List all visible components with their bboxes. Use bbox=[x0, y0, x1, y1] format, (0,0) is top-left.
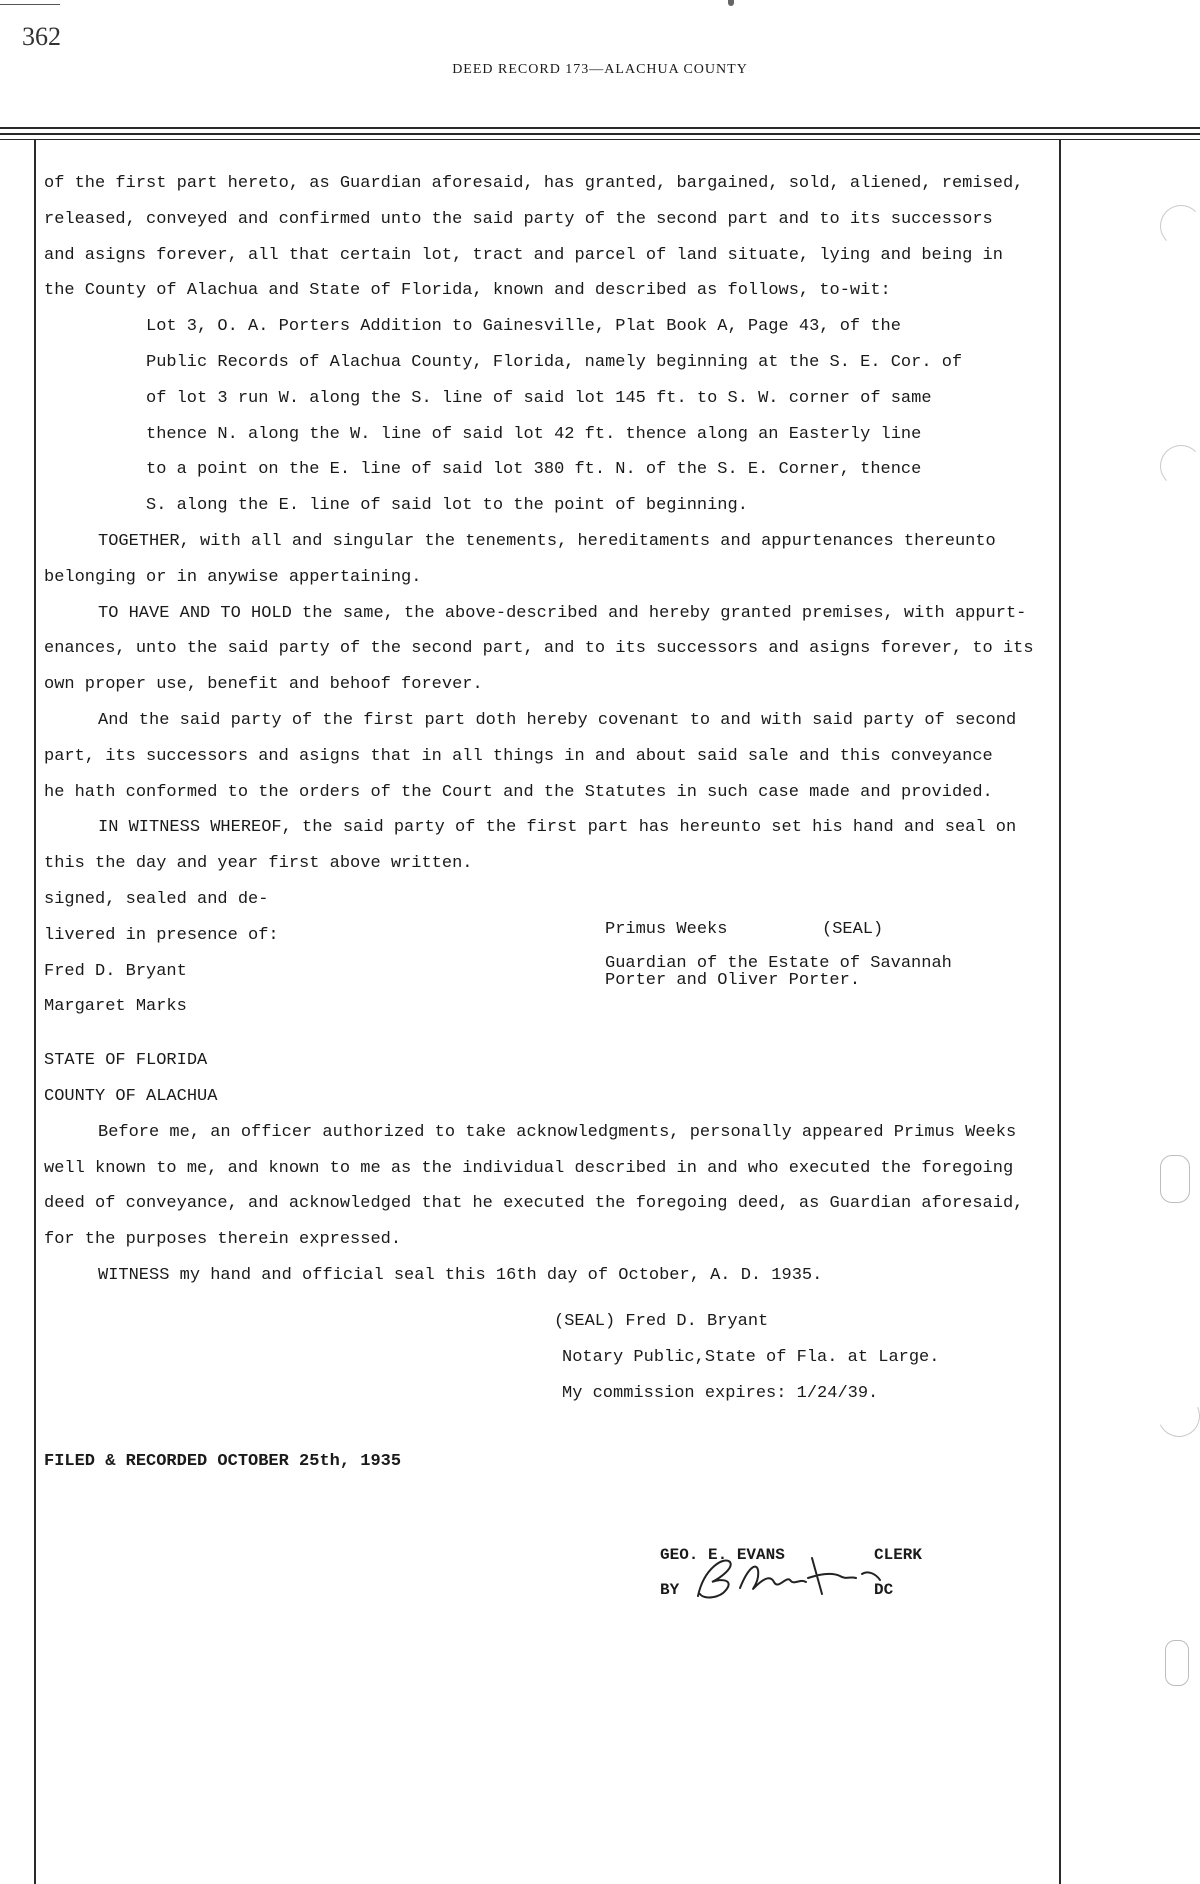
deputy-signature-mark bbox=[690, 1548, 900, 1608]
margin-arc-mark bbox=[1152, 1389, 1200, 1443]
page-number: 362 bbox=[22, 22, 61, 51]
deed-body-text bbox=[44, 166, 1069, 1294]
text-line: for the purposes therein expressed. bbox=[44, 1230, 402, 1250]
text-line: of the first part hereto, as Guardian aforesaid, has granted, bargained, sold, aliened, remised, bbox=[44, 174, 1024, 193]
text-line: TO HAVE AND TO HOLD the same, the above-described and hereby granted premises, with appurt- bbox=[98, 603, 1027, 623]
page-header-title: DEED RECORD 173—ALACHUA COUNTY bbox=[452, 62, 748, 77]
punch-hole-mark bbox=[1160, 1155, 1190, 1203]
grantor-signature-block bbox=[605, 912, 884, 948]
text-line: signed, sealed and de- bbox=[44, 889, 269, 909]
text-line: this the day and year first above written. bbox=[44, 854, 473, 874]
text-line: Public Records of Alachua County, Florida, namely beginning at the S. E. Cor. of bbox=[146, 352, 963, 372]
clerk-title: CLERK bbox=[874, 1546, 923, 1564]
filed-recorded-line: FILED & RECORDED OCTOBER 25th, 1935 bbox=[44, 1452, 402, 1471]
text-line: WITNESS my hand and official seal this 16th day of October, A. D. 1935. bbox=[98, 1265, 823, 1285]
text-line: part, its successors and asigns that in all things in and about said sale and this conveyance bbox=[44, 746, 993, 766]
text-line: IN WITNESS WHEREOF, the said party of the first part has hereunto set his hand and seal on bbox=[98, 818, 1017, 838]
text-line: released, conveyed and confirmed unto the said party of the second part and to its successors bbox=[44, 209, 993, 229]
text-line: of lot 3 run W. along the S. line of said lot 145 ft. to S. W. corner of same bbox=[146, 388, 932, 408]
left-margin-border bbox=[34, 140, 36, 1884]
punch-hole-mark bbox=[1165, 1640, 1189, 1686]
grantor-name: Primus Weeks (SEAL) bbox=[605, 912, 727, 948]
text-line: Fred D. Bryant bbox=[44, 961, 187, 981]
text-line: Margaret Marks bbox=[44, 997, 187, 1017]
notary-commission: My commission expires: 1/24/39. bbox=[562, 1383, 879, 1403]
grantor-title-line2: Porter and Oliver Porter. bbox=[605, 971, 861, 990]
header-rule-middle bbox=[0, 133, 1200, 135]
text-line: and asigns forever, all that certain lot, tract and parcel of land situate, lying and being in bbox=[44, 245, 1003, 265]
text-line: belonging or in anywise appertaining. bbox=[44, 567, 422, 587]
scan-edge-mark bbox=[0, 4, 60, 5]
scan-tick-mark bbox=[728, 0, 734, 6]
text-line: STATE OF FLORIDA bbox=[44, 1051, 208, 1071]
text-line: deed of conveyance, and acknowledged that he executed the foregoing deed, as Guardian aforesaid, bbox=[44, 1194, 1024, 1214]
text-line: he hath conformed to the orders of the Court and the Statutes in such case made and provided. bbox=[44, 782, 993, 802]
grantor-title-line1: Guardian of the Estate of Savannah bbox=[605, 954, 952, 973]
header-rule-bottom bbox=[0, 139, 1200, 140]
margin-arc-mark bbox=[1160, 445, 1200, 487]
paragraph-gap bbox=[44, 1025, 1069, 1043]
text-line: well known to me, and known to me as the individual described in and who executed the foregoing bbox=[44, 1158, 1014, 1178]
text-line: TOGETHER, with all and singular the tenements, hereditaments and appurtenances thereunto bbox=[98, 531, 996, 551]
clerk-by: BY bbox=[660, 1581, 680, 1599]
notary-block bbox=[554, 1304, 939, 1411]
text-line: enances, unto the said party of the second part, and to its successors and asigns forever, to its bbox=[44, 639, 1034, 659]
grantor-seal: (SEAL) bbox=[822, 920, 884, 939]
header-rule-top bbox=[0, 127, 1200, 129]
text-line: own proper use, benefit and behoof forever. bbox=[44, 675, 483, 695]
text-line: Before me, an officer authorized to take acknowledgments, personally appeared Primus Weeks bbox=[98, 1122, 1017, 1142]
notary-title: Notary Public,State of Fla. at Large. bbox=[562, 1347, 940, 1367]
grantor-title bbox=[605, 955, 952, 989]
text-line: the County of Alachua and State of Florida, known and described as follows, to-wit: bbox=[44, 281, 891, 301]
text-line: And the said party of the first part doth hereby covenant to and with said party of second bbox=[98, 710, 1017, 730]
notary-name: (SEAL) Fred D. Bryant bbox=[554, 1312, 769, 1331]
text-line: Lot 3, O. A. Porters Addition to Gainesville, Plat Book A, Page 43, of the bbox=[146, 317, 901, 337]
text-line: S. along the E. line of said lot to the point of beginning. bbox=[146, 496, 748, 516]
text-line: to a point on the E. line of said lot 380 ft. N. of the S. E. Corner, thence bbox=[146, 460, 922, 480]
text-line: thence N. along the W. line of said lot 42 ft. thence along an Easterly line bbox=[146, 424, 922, 444]
text-line: COUNTY OF ALACHUA bbox=[44, 1086, 218, 1106]
clerk-name: GEO. E. EVANS bbox=[660, 1546, 785, 1564]
margin-arc-mark bbox=[1160, 205, 1200, 247]
deputy-title: DC bbox=[874, 1581, 894, 1599]
text-line: livered in presence of: bbox=[44, 925, 279, 945]
